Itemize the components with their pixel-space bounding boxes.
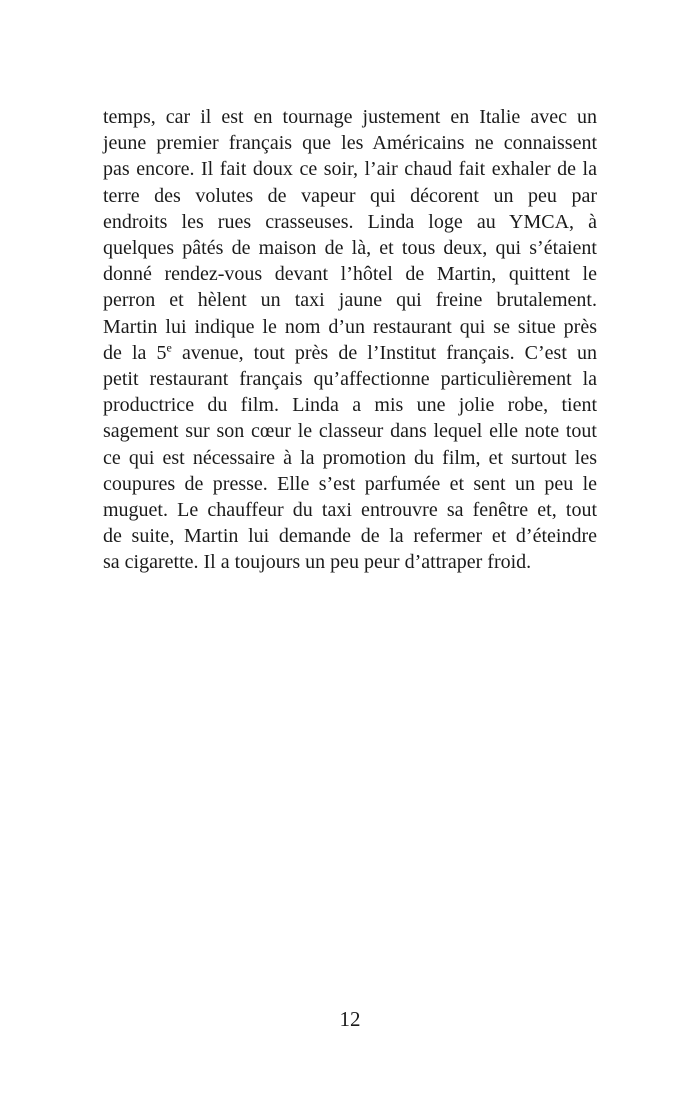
- text-line: perron et hèlent un taxi jaune qui freine brutalement.: [103, 289, 597, 312]
- paragraph: [103, 104, 597, 576]
- text-line: temps, car il est en tournage justement en Italie avec un: [103, 106, 597, 128]
- text-line: coupures de presse. Elle s’est parfumée et sent un peu le: [103, 472, 597, 495]
- text-line: sa cigarette. Il a toujours un peu peur d’attraper froid.: [103, 551, 532, 574]
- text-line: ce qui est nécessaire à la promotion du film, et surtout les: [103, 446, 597, 469]
- text-line: de la 5e avenue, tout près de l’Institut français. C’est un: [103, 340, 597, 364]
- text-line: quelques pâtés de maison de là, et tous deux, qui s’étaient: [103, 237, 597, 260]
- text-line: endroits les rues crasseuses. Linda loge au YMCA, à: [103, 210, 597, 233]
- text-line: jeune premier français que les Américains ne connaissent: [103, 132, 597, 155]
- text-line: terre des volutes de vapeur qui décorent un peu par: [103, 184, 597, 207]
- ordinal-superscript: e: [166, 340, 172, 355]
- text-line: petit restaurant français qu’affectionne particulièrement la: [103, 368, 597, 391]
- text-line: muguet. Le chauffeur du taxi entrouvre sa fenêtre et, tout: [103, 499, 597, 522]
- text-line: productrice du film. Linda a mis une jolie robe, tient: [103, 394, 597, 417]
- text-line: Martin lui indique le nom d’un restaurant qui se situe près: [103, 315, 597, 338]
- text-line: pas encore. Il fait doux ce soir, l’air chaud fait exhaler de la: [103, 158, 597, 181]
- text-line: sagement sur son cœur le classeur dans lequel elle note tout: [103, 420, 597, 443]
- text-line: donné rendez-vous devant l’hôtel de Martin, quittent le: [103, 263, 597, 286]
- text-line: de suite, Martin lui demande de la refermer et d’éteindre: [103, 525, 597, 548]
- page-number: 12: [339, 1007, 361, 1031]
